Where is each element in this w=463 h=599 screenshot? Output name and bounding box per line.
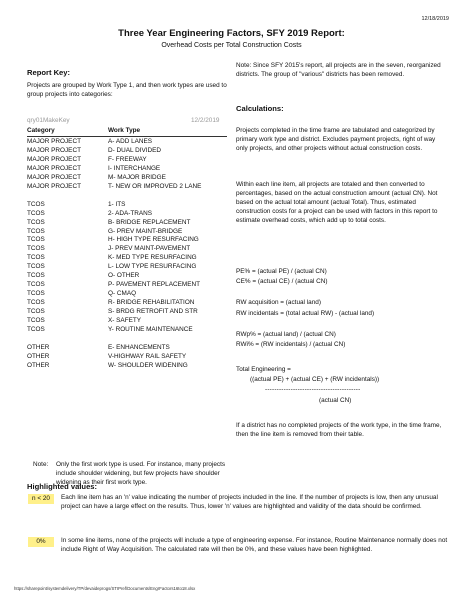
formula-ce: CE% = (actual CE) / (actual CN) <box>236 278 328 285</box>
highlight-badge-n-under-20: n < 20 <box>28 494 54 504</box>
work-type-cell: Y- ROUTINE MAINTENANCE <box>108 325 193 333</box>
formula-rw-acquisition: RW acquisition = (actual land) <box>236 299 321 306</box>
category-cell: TCOS <box>27 308 45 316</box>
category-cell: MAJOR PROJECT <box>27 164 81 172</box>
column-header-category: Category <box>27 127 55 134</box>
category-cell: OTHER <box>27 343 50 351</box>
work-type-cell: D- DUAL DIVIDED <box>108 146 162 154</box>
query-name: qry01MakeKey <box>27 117 70 124</box>
key-note-text: Only the first work type is used. For instance, many projects include shoulder widening, but few projects have shoulder widening as their first work type. <box>56 461 226 486</box>
category-cell: TCOS <box>27 200 45 208</box>
formula-rwi: RWi% = (RW incidentals) / (actual CN) <box>236 341 346 348</box>
work-type-cell: G- PREV MAINT-BRIDGE <box>108 227 183 235</box>
district-note: Note: Since SFY 2015's report, all projects are in the seven, reorganized districts. The group of "various" districts has been removed. <box>236 62 441 78</box>
category-cell: TCOS <box>27 299 45 307</box>
category-cell: TCOS <box>27 263 45 271</box>
formula-fraction-bar: ----------------------------------------- <box>265 386 361 393</box>
report-key-intro: Projects are grouped by Work Type 1, and then work types are used to group projects into categories: <box>27 82 227 98</box>
calc-paragraph-3: If a district has no completed projects of the work type, in the time frame, then the line item is removed from their table. <box>236 422 442 438</box>
category-cell: MAJOR PROJECT <box>27 146 81 154</box>
work-type-cell: 2- ADA-TRANS <box>108 209 153 217</box>
query-date: 12/2/2019 <box>191 117 220 124</box>
report-subtitle: Overhead Costs per Total Construction Costs <box>161 42 302 49</box>
key-note-label: Note: <box>33 461 49 468</box>
highlight-badge-zero-percent: 0% <box>28 537 54 547</box>
calc-paragraph-2: Within each line item, all projects are totaled and then converted to percentages, based on the actual construction amount (actual CN). Not based on the actual total amount (actual Total). Thus, estimated construction costs for a project can be used with factors in this report to estimate overhead costs, which add up to total costs. <box>236 181 438 224</box>
header-divider <box>27 136 227 137</box>
category-cell: MAJOR PROJECT <box>27 138 81 145</box>
work-type-cell: M- MAJOR BRIDGE <box>108 173 166 181</box>
formula-total-engineering-numerator: ((actual PE) + (actual CE) + (RW incidentals)) <box>250 376 380 383</box>
category-cell: MAJOR PROJECT <box>27 173 81 181</box>
report-date: 12/18/2019 <box>421 16 449 22</box>
file-path-footer: https://sharepoint/systemdelivery/TP/devaideprogs/STIPref/Documents/EngrFactors16to18.xlsx <box>14 586 196 591</box>
category-cell: TCOS <box>27 236 45 244</box>
work-type-cell: P- PAVEMENT REPLACEMENT <box>108 281 200 289</box>
category-cell: TCOS <box>27 245 45 253</box>
category-cell: TCOS <box>27 227 45 235</box>
work-type-cell: 1- ITS <box>108 200 126 208</box>
report-key-heading: Report Key: <box>27 68 71 77</box>
work-type-cell: X- SAFETY <box>108 317 142 324</box>
work-type-cell: V-HIGHWAY RAIL SAFETY <box>108 352 187 360</box>
category-cell: TCOS <box>27 290 45 298</box>
work-type-cell: F- FREEWAY <box>108 155 147 163</box>
work-type-cell: T- NEW OR IMPROVED 2 LANE <box>108 182 202 190</box>
work-type-cell: L- LOW TYPE RESURFACING <box>108 263 197 271</box>
work-type-cell: Q- CMAQ <box>108 290 137 298</box>
highlight-description-n: Each line item has an 'n' value indicating the number of projects included in the line. If the number of projects is low, then any unusual project can have a large effect on the results. Thus, lower 'n' values are highlighted and validity of the data should be confirmed. <box>61 494 438 510</box>
column-header-work-type: Work Type <box>108 127 141 134</box>
work-type-cell: O- OTHER <box>108 272 140 280</box>
category-cell: TCOS <box>27 317 45 324</box>
report-title: Three Year Engineering Factors, SFY 2019 Report: <box>118 28 345 39</box>
category-cell: OTHER <box>27 361 50 369</box>
work-type-cell: R- BRIDGE REHABILITATION <box>108 299 195 307</box>
formula-pe: PE% = (actual PE) / (actual CN) <box>236 268 327 275</box>
work-type-cell: K- MED TYPE RESURFACING <box>108 254 197 262</box>
formula-total-engineering-label: Total Engineering = <box>236 366 291 373</box>
category-cell: TCOS <box>27 325 45 333</box>
category-cell: TCOS <box>27 272 45 280</box>
category-cell: TCOS <box>27 281 45 289</box>
category-cell: MAJOR PROJECT <box>27 155 81 163</box>
work-type-cell: S- BRDG RETROFIT AND STR <box>108 308 198 316</box>
formula-total-engineering-denominator: (actual CN) <box>319 397 352 404</box>
calc-paragraph-1: Projects completed in the time frame are tabulated and categorized by primary work type and district. Excludes payment projects, right of way only projects, and other projects without actual construction costs. <box>236 127 436 152</box>
work-type-cell: W- SHOULDER WIDENING <box>108 361 188 369</box>
calculations-heading: Calculations: <box>236 104 284 113</box>
formula-rwp: RWp% = (actual land) / (actual CN) <box>236 331 336 338</box>
work-type-cell: B- BRIDGE REPLACEMENT <box>108 218 191 226</box>
work-type-cell: I- INTERCHANGE <box>108 164 161 172</box>
category-cell: MAJOR PROJECT <box>27 182 81 190</box>
category-cell: TCOS <box>27 209 45 217</box>
formula-rw-incidentals: RW incidentals = (total actual RW) - (actual land) <box>236 310 375 317</box>
work-type-cell: A- ADD LANES <box>108 138 153 145</box>
category-cell: TCOS <box>27 254 45 262</box>
highlight-description-zero: In some line items, none of the projects will include a type of engineering expense. For instance, Routine Maintenance normally does not include Right of Way Acquisition. The calculated rate will then be 0%, and these values have been highlighted. <box>61 537 448 553</box>
category-cell: TCOS <box>27 218 45 226</box>
highlighted-values-heading: Highlighted values: <box>27 482 98 491</box>
category-cell: OTHER <box>27 352 50 360</box>
work-type-cell: E- ENHANCEMENTS <box>108 343 170 351</box>
work-type-cell: H- HIGH TYPE RESURFACING <box>108 236 199 244</box>
work-type-cell: J- PREV MAINT-PAVEMENT <box>108 245 191 253</box>
